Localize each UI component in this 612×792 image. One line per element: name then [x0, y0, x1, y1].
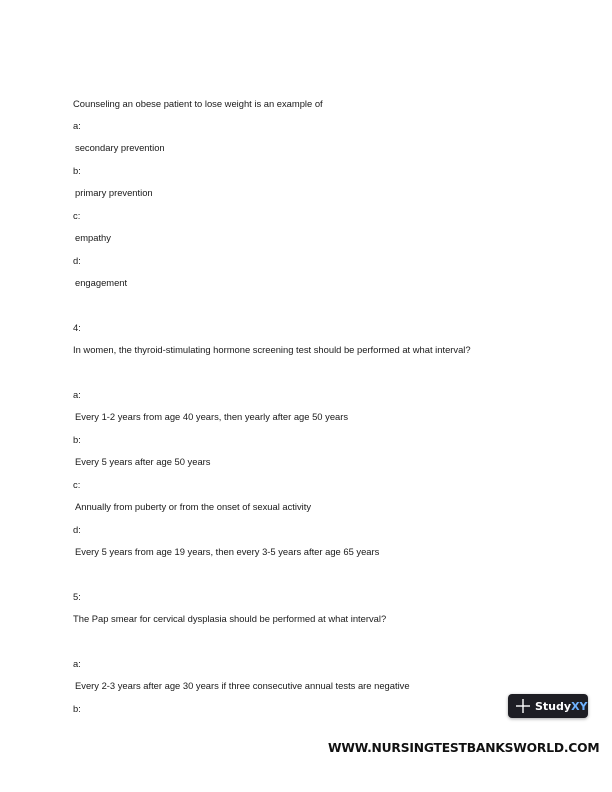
q5-option-b-key: b: — [73, 703, 81, 714]
q5-option-a-key: a: — [73, 658, 81, 669]
question-4-number: 4: — [73, 322, 81, 333]
q4-option-b-text: Every 5 years after age 50 years — [75, 456, 211, 467]
studyxy-brand-main: Study — [535, 699, 572, 713]
q3-option-b-text: primary prevention — [75, 187, 153, 198]
q4-option-d-text: Every 5 years from age 19 years, then every 3-5 years after age 65 years — [75, 546, 380, 557]
q4-option-a-key: a: — [73, 389, 81, 400]
plus-icon — [516, 699, 530, 713]
q3-option-a-text: secondary prevention — [75, 142, 165, 153]
q3-option-a-key: a: — [73, 120, 81, 131]
question-5-number: 5: — [73, 591, 81, 602]
studyxy-brand-accent: XY — [571, 699, 588, 713]
question-3-text: Counseling an obese patient to lose weight is an example of — [73, 98, 323, 109]
footer-url[interactable]: WWW.NURSINGTESTBANKSWORLD.COM — [328, 741, 600, 755]
studyxy-logo-text — [535, 700, 588, 713]
q5-option-a-text: Every 2-3 years after age 30 years if three consecutive annual tests are negative — [75, 680, 410, 691]
q4-option-c-key: c: — [73, 479, 81, 490]
q3-option-c-key: c: — [73, 210, 81, 221]
q3-option-b-key: b: — [73, 165, 81, 176]
studyxy-badge[interactable] — [508, 694, 588, 718]
q3-option-d-text: engagement — [75, 277, 128, 288]
q3-option-d-key: d: — [73, 255, 81, 266]
q4-option-c-text: Annually from puberty or from the onset of sexual activity — [75, 501, 312, 512]
q4-option-b-key: b: — [73, 434, 81, 445]
q4-option-a-text: Every 1-2 years from age 40 years, then yearly after age 50 years — [75, 411, 349, 422]
question-5-text: The Pap smear for cervical dysplasia should be performed at what interval? — [73, 613, 387, 624]
q3-option-c-text: empathy — [75, 232, 111, 243]
question-4-text: In women, the thyroid-stimulating hormone screening test should be performed at what interval? — [73, 344, 471, 355]
q4-option-d-key: d: — [73, 524, 81, 535]
